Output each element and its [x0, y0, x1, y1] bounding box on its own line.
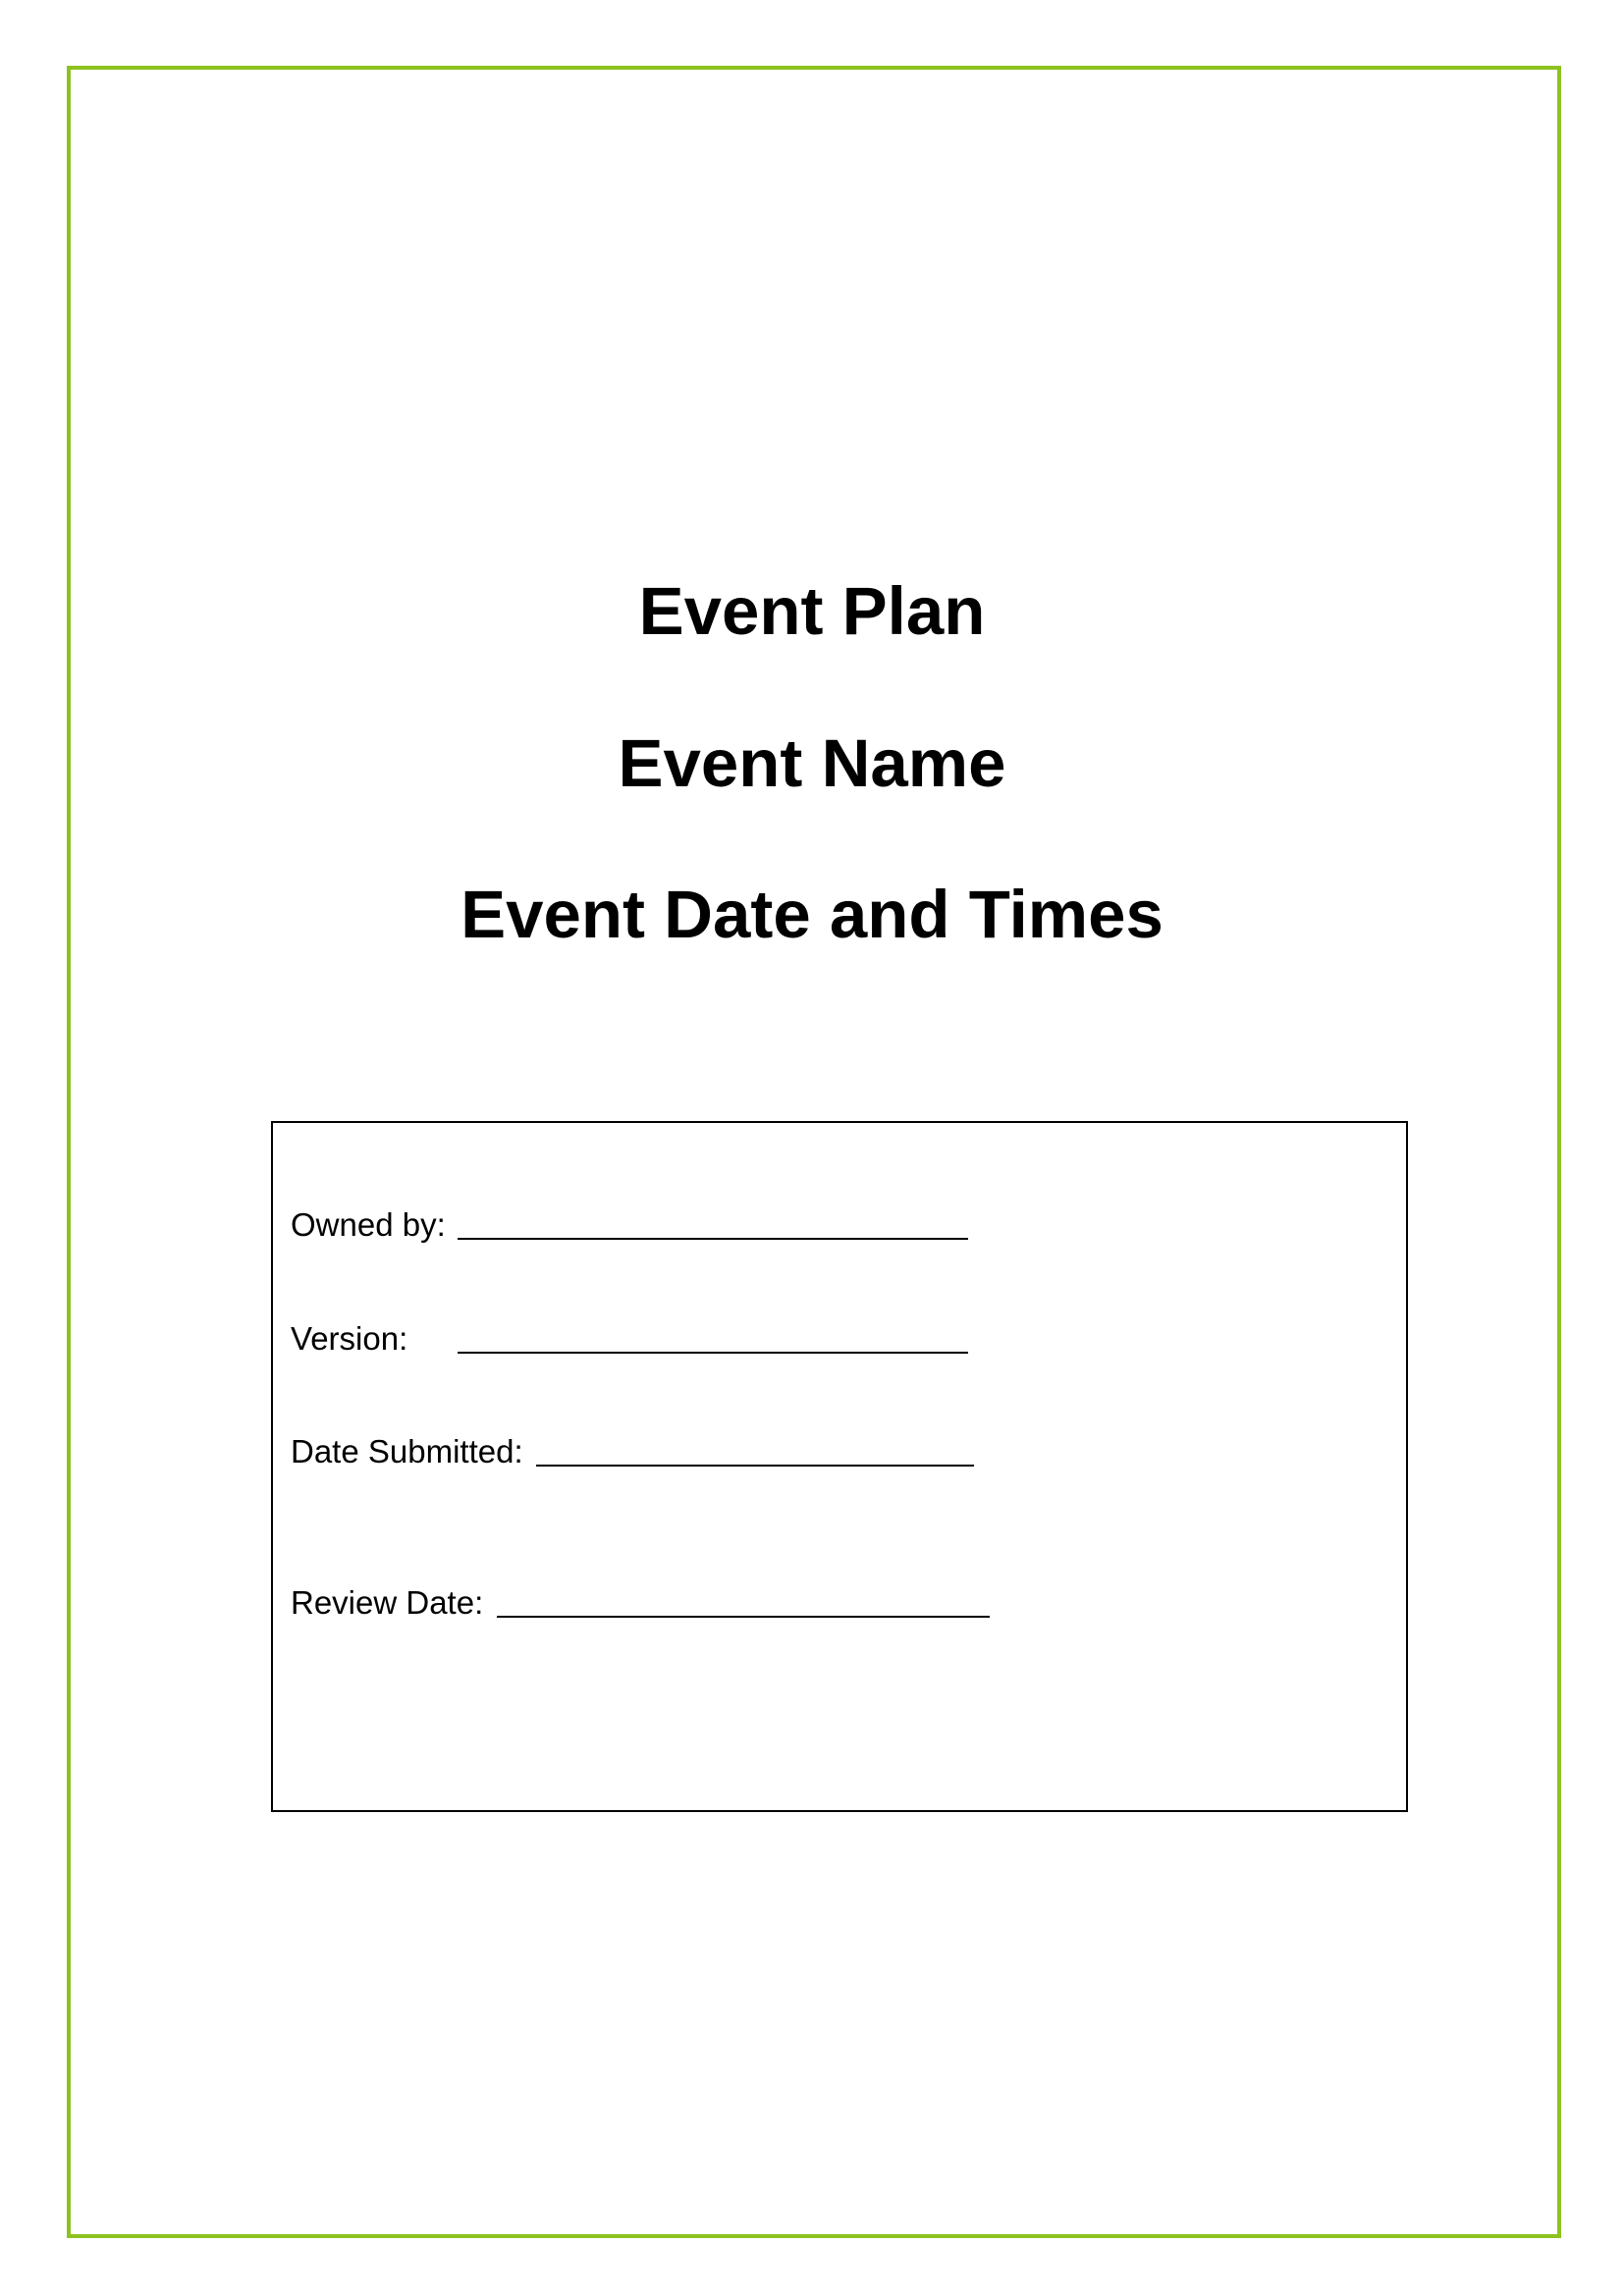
- document-title: Event Plan: [638, 573, 986, 649]
- version-label: Version:: [291, 1320, 408, 1357]
- event-date-heading: Event Date and Times: [460, 877, 1164, 952]
- date-submitted-label: Date Submitted:: [291, 1433, 523, 1469]
- version-field[interactable]: [458, 1352, 968, 1354]
- owned-by-field[interactable]: [458, 1238, 968, 1240]
- owned-by-label: Owned by:: [291, 1206, 446, 1243]
- review-date-label: Review Date:: [291, 1584, 484, 1621]
- date-submitted-field[interactable]: [536, 1465, 974, 1467]
- review-date-field[interactable]: [497, 1616, 990, 1618]
- event-name-heading: Event Name: [618, 725, 1006, 801]
